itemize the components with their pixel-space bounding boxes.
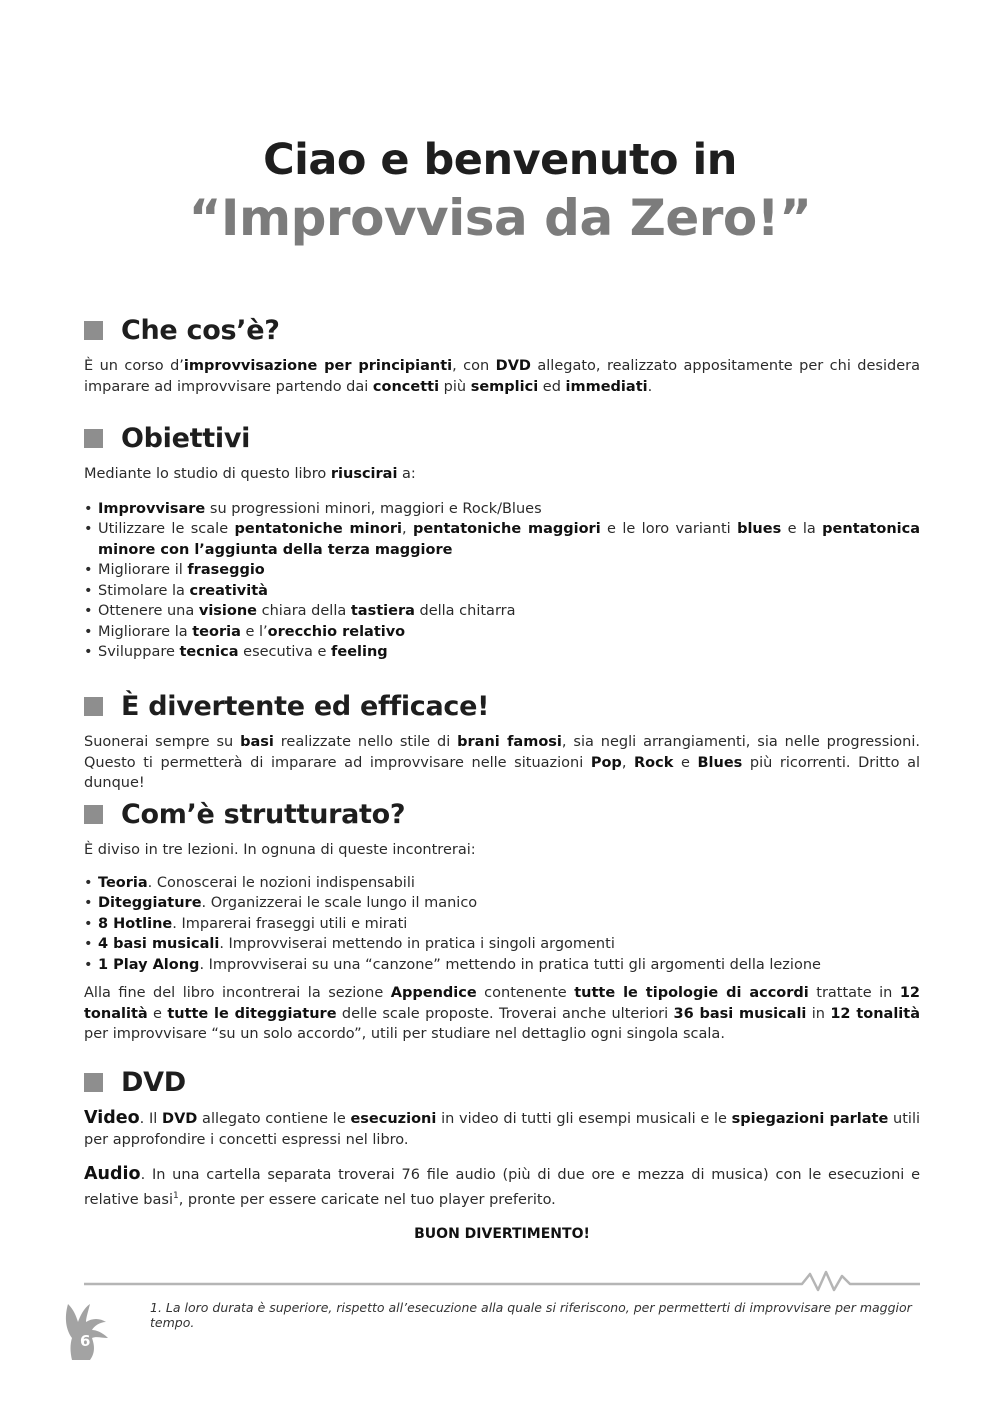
square-bullet-icon bbox=[84, 429, 103, 448]
list-item: • Stimolare la creatività bbox=[84, 581, 920, 602]
section-heading: Obiettivi bbox=[84, 418, 920, 458]
section-divertente bbox=[84, 686, 920, 794]
square-bullet-icon bbox=[84, 321, 103, 340]
section-struttura bbox=[84, 794, 920, 1045]
section-che-cose bbox=[84, 310, 920, 397]
list-item: • Improvvisare su progressioni minori, maggiori e Rock/Blues bbox=[84, 499, 920, 520]
list-item: • Utilizzare le scale pentatoniche minori, pentatoniche maggiori e le loro varianti blues e la pentatonica minore con l’aggiunta della terza maggiore bbox=[84, 519, 920, 560]
footnote-reference: 1 bbox=[172, 1190, 179, 1201]
section-obiettivi bbox=[84, 418, 920, 663]
list-item: • Migliorare la teoria e l’orecchio relativo bbox=[84, 622, 920, 643]
objectives-list bbox=[84, 499, 920, 663]
list-item: • Ottenere una visione chiara della tastiera della chitarra bbox=[84, 601, 920, 622]
section-intro: Mediante lo studio di questo libro riuscirai a: bbox=[84, 466, 416, 482]
section-intro: È diviso in tre lezioni. In ognuna di queste incontrerai: bbox=[84, 842, 476, 858]
list-item: • Diteggiature. Organizzerai le scale lungo il manico bbox=[84, 893, 920, 914]
section-heading: Com’è strutturato? bbox=[84, 794, 920, 834]
title-line-1: Ciao e benvenuto in bbox=[263, 135, 737, 185]
section-heading: DVD bbox=[84, 1062, 920, 1102]
page-number: 6 bbox=[80, 1332, 91, 1350]
footer-rule-waveform bbox=[84, 1268, 920, 1292]
list-item: • Teoria. Conoscerai le nozioni indispensabili bbox=[84, 873, 920, 894]
list-item: • 1 Play Along. Improvviserai su una “canzone” mettendo in pratica tutti gli argomenti della lezione bbox=[84, 955, 920, 976]
closing-text: BUON DIVERTIMENTO! bbox=[414, 1226, 590, 1242]
dvd-audio-paragraph: Audio. In una cartella separata troverai 76 file audio (più di due ore e mezza di musica) con le esecuzioni e relative basi$^1$, pronte per essere caricate nel tuo player preferito. bbox=[84, 1164, 920, 1208]
square-bullet-icon bbox=[84, 1073, 103, 1092]
section-paragraph: Suonerai sempre su basi realizzate nello stile di brani famosi, sia negli arrangiamenti, sia nelle progressioni. Questo ti permetterà di imparare ad improvvisare nelle situazioni Pop, Rock e Blues più ricorrenti. Dritto al dunque! bbox=[84, 734, 920, 791]
section-heading: È divertente ed efficace! bbox=[84, 686, 920, 726]
list-item: • 8 Hotline. Imparerai fraseggi utili e mirati bbox=[84, 914, 920, 935]
title-line-2: “Improvvisa da Zero!” bbox=[188, 189, 812, 247]
square-bullet-icon bbox=[84, 697, 103, 716]
lesson-contents-list bbox=[84, 873, 920, 976]
square-bullet-icon bbox=[84, 805, 103, 824]
list-item: • Sviluppare tecnica esecutiva e feeling bbox=[84, 642, 920, 663]
page-title bbox=[0, 132, 1000, 248]
dvd-video-paragraph: Video. Il DVD allegato contiene le esecuzioni in video di tutti gli esempi musicali e le spiegazioni parlate utili per approfondire i concetti espressi nel libro. bbox=[84, 1108, 920, 1148]
mascot-hand-icon bbox=[60, 1300, 124, 1364]
section-heading: Che cos’è? bbox=[84, 310, 920, 350]
section-paragraph: Alla fine del libro incontrerai la sezione Appendice contenente tutte le tipologie di accordi trattate in 12 tonalità e tutte le diteggiature delle scale proposte. Troverai anche ulteriori 36 basi musicali in 12 tonalità per improvvisare “su un solo accordo”, utili per studiare nel dettaglio ogni singola scala. bbox=[84, 985, 921, 1042]
section-paragraph: È un corso d’improvvisazione per principianti, con DVD allegato, realizzato appositamente per chi desidera imparare ad improvvisare partendo dai concetti più semplici ed immediati. bbox=[84, 358, 920, 395]
footnote: 1. La loro durata è superiore, rispetto all’esecuzione alla quale si riferiscono, per permetterti di improvvisare per maggior tempo. bbox=[150, 1300, 912, 1330]
list-item: • 4 basi musicali. Improvviserai mettendo in pratica i singoli argomenti bbox=[84, 934, 920, 955]
list-item: • Migliorare il fraseggio bbox=[84, 560, 920, 581]
section-dvd bbox=[84, 1062, 920, 1210]
